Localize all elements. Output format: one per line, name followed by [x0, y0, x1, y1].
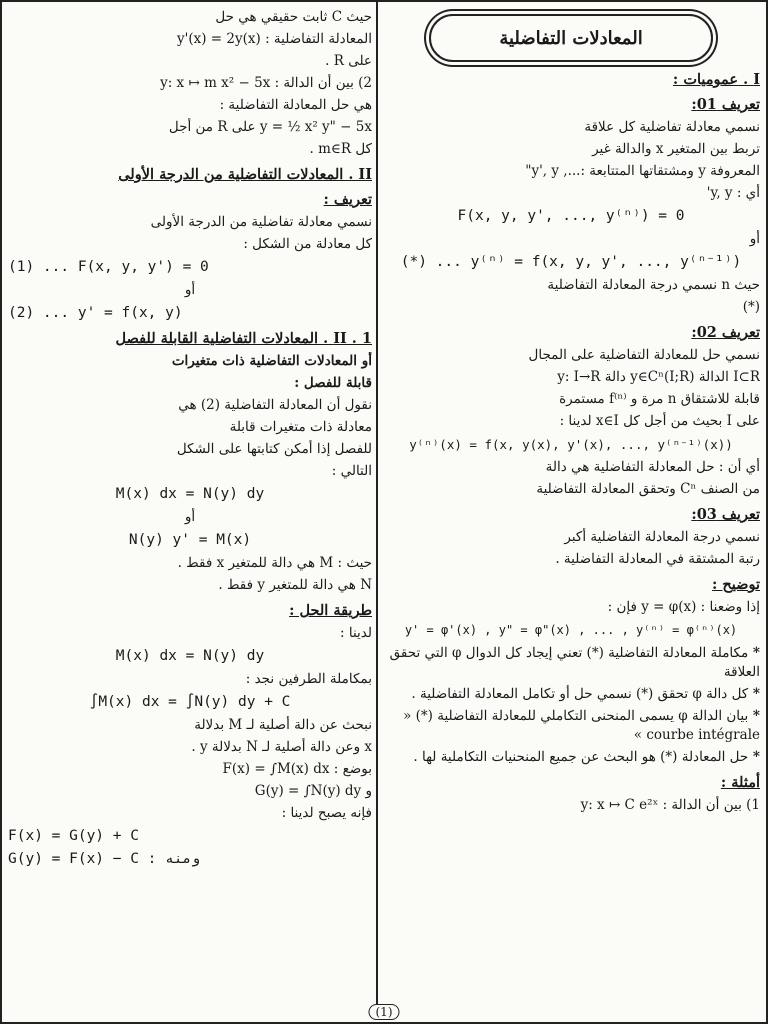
text-line: نسمي معادلة تفاضلية كل علاقة: [584, 119, 760, 135]
remark-heading: توضيح :: [712, 576, 760, 593]
equation: (1) ... F(x, y, y') = 0: [8, 259, 209, 275]
text-line: على I بحيث من أجل كل x∈I لدينا :: [559, 413, 760, 429]
text-line: نسمي معادلة تفاضلية من الدرجة الأولى: [150, 214, 372, 230]
equation: (*) ... y⁽ⁿ⁾ = f(x, y, y', ..., y⁽ⁿ⁻¹⁾): [400, 254, 742, 270]
text-line: أي : y, y': [706, 185, 760, 201]
text-line: المعادلة التفاضلية : y'(x) = 2y(x): [177, 31, 372, 47]
right-column: [382, 8, 760, 1002]
text-line: من الصنف Cⁿ وتحقق المعادلة التفاضلية: [536, 481, 760, 497]
text-line: I⊂R الدالة y∈Cⁿ(I;R) دالة y: I→R: [557, 369, 760, 385]
equation: y' = φ'(x) , y" = φ"(x) , ... , y⁽ⁿ⁾ = φ⁽ⁿ⁾(x): [404, 623, 738, 637]
text-line: أو: [184, 282, 196, 298]
equation: F(x, y, y', ..., y⁽ⁿ⁾) = 0: [457, 208, 685, 224]
bullet-item: * حل المعادلة (*) هو البحث عن جميع المنحنيات التكاملية لها .: [382, 748, 760, 767]
examples-heading: أمثلة :: [720, 774, 760, 791]
bullet-item: * بيان الدالة φ يسمى المنحنى التكاملي للمعادلة التفاضلية (*) « courbe intégrale »: [382, 707, 760, 745]
text-line: كل m∈R .: [309, 141, 372, 157]
text-line: لدينا :: [340, 625, 372, 641]
text-line: بمكاملة الطرفين نجد :: [245, 671, 372, 687]
text-line: 2) بين أن الدالة : y: x ↦ m x² − 5x: [160, 75, 372, 91]
text-line: نسمي حل للمعادلة التفاضلية على المجال: [528, 347, 760, 363]
equation: F(x) = G(y) + C: [8, 828, 139, 844]
text-line: للفصل إذا أمكن كتابتها على الشكل: [176, 441, 372, 457]
text-line: رتبة المشتقة في المعادلة التفاضلية .: [555, 551, 760, 567]
method-heading: طريقة الحل :: [289, 602, 372, 619]
equation: M(x) dx = N(y) dy: [115, 486, 265, 502]
definition-heading: تعريف 02:: [691, 324, 760, 341]
equation: (2) ... y' = f(x, y): [8, 305, 183, 321]
text-line: N هي دالة للمتغير y فقط .: [218, 577, 372, 593]
definition-heading: تعريف 01:: [691, 96, 760, 113]
definition-heading: تعريف :: [323, 191, 372, 208]
text-line: قابلة للاشتقاق n مرة و f⁽ⁿ⁾ مستمرة: [559, 391, 760, 407]
text-line: أي أن : حل المعادلة التفاضلية هي دالة: [545, 459, 760, 475]
text-line: 1) بين أن الدالة : y: x ↦ C e²ˣ: [580, 797, 760, 813]
text-line: أو المعادلات التفاضلية ذات متغيرات: [171, 353, 372, 369]
text-line: المعروفة y ومشتقاتها المتتابعة :..., y', y": [525, 163, 760, 179]
definition-heading: تعريف 03:: [691, 506, 760, 523]
equation: y⁽ⁿ⁾(x) = f(x, y(x), y'(x), ..., y⁽ⁿ⁻¹⁾(x)): [409, 437, 733, 452]
text-line: حيث : M هي دالة للمتغير x فقط .: [177, 555, 372, 571]
equation: G(y) = F(x) − C : ومنه: [8, 851, 201, 867]
text-line: x وعن دالة أصلية لـ N بدلالة y .: [191, 739, 372, 755]
section-heading: II . 1 . المعادلات التفاضلية القابلة للفصل: [115, 330, 372, 347]
text-line: التالي :: [331, 463, 372, 479]
text-line: نسمي درجة المعادلة التفاضلية أكبر: [564, 529, 760, 545]
equation: ∫M(x) dx = ∫N(y) dy + C: [89, 694, 291, 710]
text-line: فإنه يصبح لدينا :: [281, 805, 372, 821]
text-line: كل معادلة من الشكل :: [243, 236, 372, 252]
section-heading: I . عموميات :: [672, 71, 760, 88]
text-line: أو: [184, 509, 196, 525]
text-line: معادلة ذات متغيرات قابلة: [229, 419, 372, 435]
text-line: على R .: [325, 53, 372, 69]
text-line: قابلة للفصل :: [294, 375, 372, 391]
text-line: هي حل المعادلة التفاضلية :: [219, 97, 372, 113]
section-heading: II . المعادلات التفاضلية من الدرجة الأولى: [118, 166, 372, 183]
equation: M(x) dx = N(y) dy: [115, 648, 265, 664]
page-number: (1): [368, 1004, 399, 1020]
text-line: حيث C ثابت حقيقي هي حل: [215, 9, 372, 25]
text-line: y = ½ x² y" − 5x على R من أجل: [168, 119, 372, 135]
bullet-item: * كل دالة φ تحقق (*) نسمي حل أو تكامل المعادلة التفاضلية .: [382, 685, 760, 704]
text-line: إذا وضعنا : y = φ(x) فإن :: [607, 599, 760, 615]
bullet-item: * مكاملة المعادلة التفاضلية (*) تعني إيجاد كل الدوال φ التي تحقق العلاقة: [382, 644, 760, 682]
text-line: حيث n نسمي درجة المعادلة التفاضلية: [547, 277, 760, 293]
text-line: (*): [742, 299, 760, 315]
text-line: و G(y) = ∫N(y) dy: [254, 783, 372, 799]
text-line: نقول أن المعادلة التفاضلية (2) هي: [178, 397, 372, 413]
text-line: أو: [749, 231, 760, 247]
left-column: [8, 8, 372, 1002]
text-line: تربط بين المتغير x والدالة غير: [592, 141, 760, 157]
text-line: بوضع : F(x) = ∫M(x) dx: [222, 761, 372, 777]
equation: N(y) y' = M(x): [128, 532, 252, 548]
page-title: المعادلات التفاضلية: [429, 14, 713, 62]
column-divider: [376, 2, 378, 1010]
text-line: نبحث عن دالة أصلية لـ M بدلالة: [194, 717, 372, 733]
